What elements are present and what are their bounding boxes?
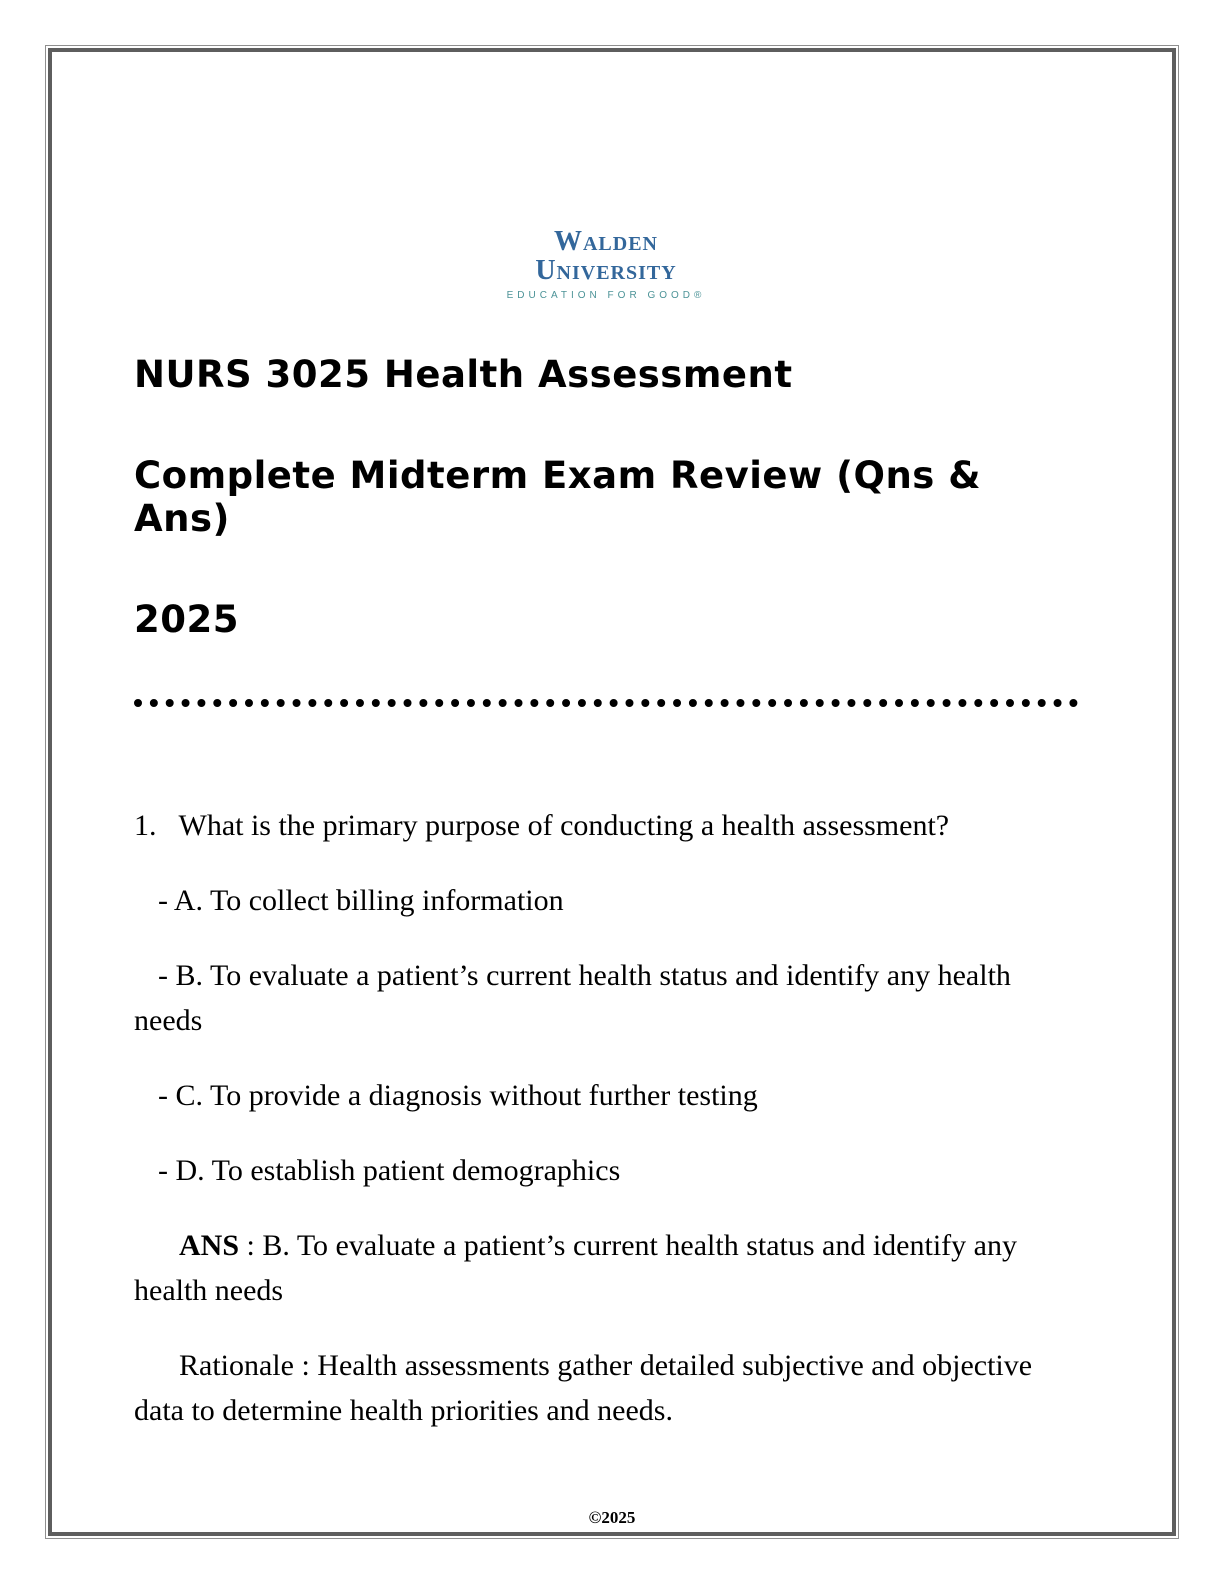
option-d: - D. To establish patient demographics xyxy=(158,1154,621,1188)
walden-university-logo xyxy=(134,228,1078,301)
rationale-label: Rationale xyxy=(179,1349,294,1383)
question-number: 1. xyxy=(134,809,157,843)
question-text xyxy=(134,803,1078,848)
answer-text: : B. To evaluate a patient’s current health status and identify any health needs xyxy=(134,1229,1017,1308)
option-a: - A. To collect billing information xyxy=(158,884,564,918)
document-title: Complete Midterm Exam Review (Qns & Ans) xyxy=(134,454,981,541)
dotted-separator xyxy=(134,699,1078,707)
year-heading: 2025 xyxy=(134,598,239,642)
course-title: NURS 3025 Health Assessment xyxy=(134,353,793,397)
question-stem: What is the primary purpose of conducting a health assessment? xyxy=(178,809,950,843)
question-block xyxy=(134,803,1078,1433)
logo-line2: University xyxy=(535,254,677,286)
option-c: - C. To provide a diagnosis without further testing xyxy=(158,1079,758,1113)
logo-tagline: EDUCATION FOR GOOD® xyxy=(506,290,706,302)
page-footer: ©2025 xyxy=(588,1508,636,1527)
answer-label: ANS xyxy=(179,1229,240,1263)
logo-line1: Walden xyxy=(553,226,658,257)
rationale-line xyxy=(134,1343,1078,1433)
option-b: - B. To evaluate a patient’s current health status and identify any health needs xyxy=(134,959,1011,1038)
rationale-text: : Health assessments gather detailed subjective and objective data to determine health priorities and needs. xyxy=(134,1349,1033,1428)
answer-line xyxy=(134,1223,1078,1313)
logo-wordmark xyxy=(134,228,1078,285)
